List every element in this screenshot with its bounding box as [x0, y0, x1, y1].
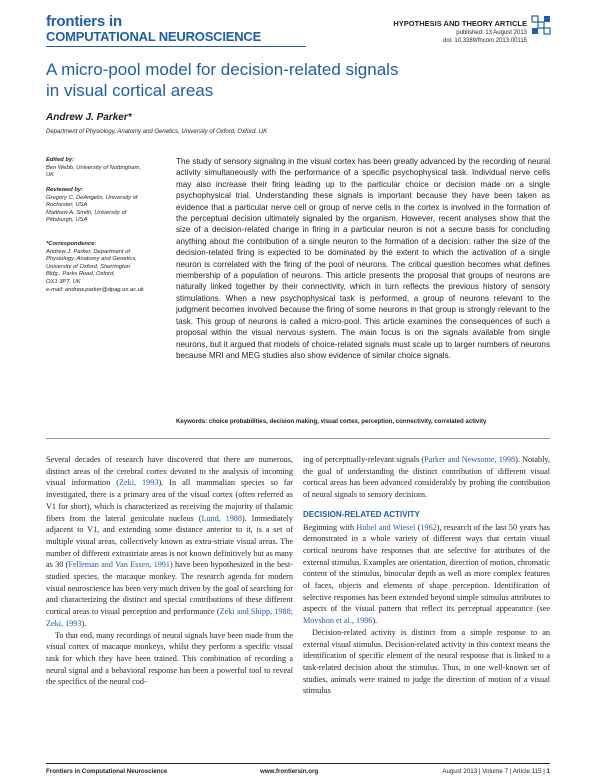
body-paragraph: To that end, many recordings of neural signals have been made from the visual cortex of macaque monkeys, whilst they perform a specific visual task for which they have been trained. This combination of recording a neural signal and a behavioral response has been a powerful tool to reveal the specifics of the neural cod- [46, 630, 293, 687]
section-heading: DECISION-RELATED ACTIVITY [303, 509, 420, 519]
footer-journal: Frontiers in Computational Neuroscience [46, 768, 168, 775]
citation-link[interactable]: Movshon et al., 1986 [303, 616, 373, 626]
reviewed-by-block [46, 187, 164, 225]
doi: doi: 10.3389/fncom.2013.00115 [443, 37, 527, 44]
reviewer-line: Rochester, USA [46, 202, 88, 209]
journal-cube-icon [530, 12, 552, 36]
keywords [176, 418, 550, 425]
journal-logo-line2: COMPUTATIONAL NEUROSCIENCE [46, 29, 262, 44]
correspondence-line: University of Oxford, Sherrington [46, 263, 131, 270]
author-name: Andrew J. Parker* [46, 112, 132, 123]
abstract: The study of sensory signaling in the visual cortex has been greatly advanced by the recording of neural activity simultaneously with the performance of a specific psychophysical task. Individual nerve cells may also increase their firing leading up to the particular choice or decision made on a single psychophysical trial. Understanding these signals is important because they have been taken as evidence that a particular nerve cell or group of nerve cells in the cortex is involved in the formation of the perceptual decision ultimately signaled by the organism. However, recent analyses show that the size of a decision-related change in firing in a particular neuron is not a secure basis for concluding anything about the contribution of a single neuron to the formation of a decision: rather the size of the decision-related firing is expected to be dominated by the extent to which the activation of a single neuron is correlated with the firing of the pool of neurons. The critical question becomes what defines membership of a population of neurons. This article presents the proposal that groups of neurons are naturally linked together by their connectivity, which in turn reflects the previous history of sensory stimulations. When a new psychophysical task is performed, a group of neurons relevant to the judgment becomes involved because the firing of some neurons in that group is strongly relevant to the task. This group of neurons is called a micro-pool. This article examines the consequences of such a proposal within the visual nervous system. The main focus is on the signals available from single neurons, but it argued that models of choice-related signals must scale up to larger numbers of neurons because MRI and MEG studies also show evidence of similar choice signals. [176, 157, 550, 360]
correspondence-line: OX1 3PT, UK [46, 278, 81, 285]
author-affiliation: Department of Physiology, Anatomy and Genetics, University of Oxford, Oxford, UK [46, 129, 268, 135]
correspondence-label: *Correspondence: [46, 241, 97, 247]
article-title [46, 59, 516, 101]
body-paragraph: ing of perceptually-relevant signals (Parker and Newsome, 1998). Notably, the goal of understanding the distinct contribution of different visual cortical areas has been advanced considerably by probing the contribution of neural signals to sensory decisions. [303, 455, 550, 500]
body-left-column [46, 454, 293, 688]
editor-line: Ben Webb, University of Nottingham, [46, 164, 141, 171]
journal-logo-line1: frontiers in [46, 13, 122, 30]
citation-link[interactable]: Zeki and Shipp, 1988; Zeki, 1993 [46, 607, 293, 628]
footer-website[interactable]: www.frontiersin.org [260, 768, 319, 775]
correspondence-email[interactable]: e-mail: andrew.parker@dpag.ox.ac.uk [46, 286, 144, 293]
edited-by-label: Edited by: [46, 157, 75, 163]
edited-by-block [46, 157, 164, 180]
reviewer-line: Gregory C. DeAngelis, University of [46, 194, 138, 201]
correspondence-line: Bldg., Parks Road, Oxford, [46, 271, 115, 278]
published-date: published: 13 August 2013 [456, 30, 527, 36]
reviewed-by-label: Reviewed by: [46, 187, 84, 193]
citation-link[interactable]: Felleman and Van Essen, 1991 [68, 560, 170, 570]
page-number: 1 [546, 768, 550, 775]
editor-line: UK [46, 172, 55, 179]
body-paragraph: Several decades of research have discovered that there are numerous, distinct areas of the cerebral cortex devoted to the analysis of incoming visual information (Zeki, 1993). In all mammalian species so far investigated, there is a primary area of the visual cortex (often referred as V1 for short), which is characterized as receiving the majority of thalamic fibers from the lateral geniculate nucleus (Lund, 1988). Immediately adjacent to V1, and extending some distance anterior to it, is a set of multiple visual areas, collectively known as extra-striate visual areas. The number of different extrastriate areas is not known definitively but as many as 30 (Felleman and Van Essen, 1991) have been hypothesized in the best-studied species, the macaque monkey. The research agenda for modern visual neuroscience has been very much driven by the goal of searching for and characterizing the distinct and special contributions of these different cortical areas to visual perception and performance (Zeki and Shipp, 1988; Zeki, 1993). [46, 455, 293, 628]
section-divider [46, 438, 550, 439]
citation-link[interactable]: Zeki, 1993 [118, 478, 159, 488]
reviewer-line: Matthew A. Smith, University of [46, 209, 127, 216]
article-type: HYPOTHESIS AND THEORY ARTICLE [393, 19, 527, 28]
footer-rule [46, 763, 550, 764]
publication-info [443, 30, 527, 45]
keywords-list: choice probabilities, decision making, visual cortex, perception, connectivity, correlated activity [208, 418, 487, 425]
title-line-2: in visual cortical areas [46, 81, 214, 100]
title-line-1: A micro-pool model for decision-related signals [46, 60, 399, 79]
correspondence-line: Andrew J. Parker, Department of [46, 248, 131, 255]
citation-link[interactable]: Hubel and Wiesel [356, 522, 416, 532]
body-right-column [303, 454, 550, 697]
citation-link[interactable]: 1962 [420, 522, 437, 532]
keywords-label: Keywords: [176, 418, 208, 425]
citation-link[interactable]: Lund, 1988 [201, 513, 242, 523]
body-paragraph: Beginning with Hubel and Wiesel (1962), research of the last 50 years has demonstrated in a whole variety of different ways that certain visual cortical neurons have responses that are selective for attributes of the external stimulus. Examples are orientation, direction of motion, chromatic content of the stimulus, binocular depth as well as more complex features of faces, objects and elements of shape perception. Identification of selective responses has been extended beyond simple stimulus attributes to aspects of the visual pattern that reflect its perceptual appearance (see Movshon et al., 1986). [303, 522, 550, 626]
reviewer-line: Pittsburgh, USA [46, 217, 88, 224]
citation-link[interactable]: Parker and Newsome, 1998 [424, 455, 516, 464]
logo-underline [46, 46, 306, 47]
correspondence-line: Physiology, Anatomy and Genetics, [46, 256, 137, 263]
correspondence-block [46, 241, 164, 294]
footer-issue: August 2013 | Volume 7 | Article 115 | 1 [442, 768, 550, 775]
body-paragraph: Decision-related activity is distinct from a simple response to an external visual stimulus. Decision-related activity in this context means the identification of specific element of the neural response that is linked to a task-related decision about the stimulus. Thus, in one well-known set of studies, animals were trained to judge the direction of motion of a visual stimulus [303, 627, 550, 696]
